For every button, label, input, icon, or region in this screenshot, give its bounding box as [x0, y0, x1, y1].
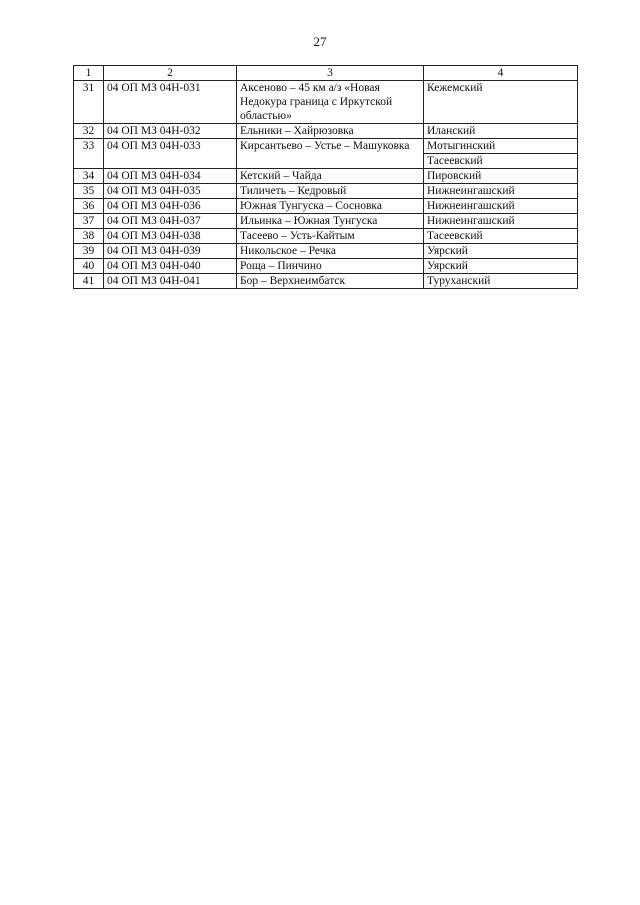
- header-col-4: 4: [424, 66, 578, 81]
- district-cell: [424, 259, 578, 274]
- district-name: Мотыгинский: [427, 140, 496, 152]
- road-code: 04 ОП МЗ 04Н-031: [104, 81, 237, 124]
- row-number: 40: [74, 259, 104, 274]
- road-name: Ельники – Хайрюзовка: [237, 124, 424, 139]
- row-number: 35: [74, 184, 104, 199]
- row-number: 36: [74, 199, 104, 214]
- table-row: [74, 274, 578, 289]
- table-row: [74, 81, 578, 124]
- row-number: 39: [74, 244, 104, 259]
- row-number: 38: [74, 229, 104, 244]
- district-name: Тасеевский: [427, 230, 483, 242]
- road-name: Кетский – Чайда: [237, 169, 424, 184]
- district-name: Туруханский: [427, 275, 491, 287]
- district-cell: [424, 169, 578, 184]
- district-name: Уярский: [427, 245, 468, 257]
- road-name: Кирсантьево – Устье – Машуковка: [237, 139, 424, 169]
- road-code: 04 ОП МЗ 04Н-037: [104, 214, 237, 229]
- road-name: Тиличеть – Кедровый: [237, 184, 424, 199]
- table-row: [74, 169, 578, 184]
- district-name: Нижнеингашский: [427, 215, 515, 227]
- district-cell: [424, 81, 578, 124]
- table-row: [74, 139, 578, 169]
- district-name: Кежемский: [427, 82, 483, 94]
- road-name: Тасеево – Усть-Кайтым: [237, 229, 424, 244]
- table-row: [74, 184, 578, 199]
- roads-table-container: [73, 65, 577, 289]
- district-name: Нижнеингашский: [427, 200, 515, 212]
- district-name: Тасеевский: [424, 153, 577, 168]
- road-name: Аксеново – 45 км а/з «Новая Недокура граница с Иркутской областью»: [237, 81, 424, 124]
- header-col-3: 3: [237, 66, 424, 81]
- district-name: Уярский: [427, 260, 468, 272]
- header-row: [74, 66, 578, 81]
- district-cell: [424, 229, 578, 244]
- road-code: 04 ОП МЗ 04Н-040: [104, 259, 237, 274]
- header-col-2: 2: [104, 66, 237, 81]
- road-code: 04 ОП МЗ 04Н-034: [104, 169, 237, 184]
- row-number: 34: [74, 169, 104, 184]
- table-row: [74, 214, 578, 229]
- table-row: [74, 259, 578, 274]
- road-code: 04 ОП МЗ 04Н-041: [104, 274, 237, 289]
- table-row: [74, 199, 578, 214]
- table-body: [74, 81, 578, 289]
- district-cell: [424, 124, 578, 139]
- road-code: 04 ОП МЗ 04Н-039: [104, 244, 237, 259]
- header-col-1: 1: [74, 66, 104, 81]
- table-row: [74, 229, 578, 244]
- district-name: Нижнеингашский: [427, 185, 515, 197]
- road-name: Бор – Верхнеимбатск: [237, 274, 424, 289]
- road-code: 04 ОП МЗ 04Н-032: [104, 124, 237, 139]
- road-code: 04 ОП МЗ 04Н-038: [104, 229, 237, 244]
- district-cell: [424, 214, 578, 229]
- row-number: 33: [74, 139, 104, 169]
- road-code: 04 ОП МЗ 04Н-033: [104, 139, 237, 169]
- row-number: 32: [74, 124, 104, 139]
- roads-table: [73, 65, 578, 289]
- row-number: 31: [74, 81, 104, 124]
- road-name: Ильинка – Южная Тунгуска: [237, 214, 424, 229]
- district-name: Иланский: [427, 125, 476, 137]
- road-code: 04 ОП МЗ 04Н-036: [104, 199, 237, 214]
- row-number: 41: [74, 274, 104, 289]
- road-name: Никольское – Речка: [237, 244, 424, 259]
- table-header: [74, 66, 578, 81]
- table-row: [74, 124, 578, 139]
- page-number: 27: [313, 34, 327, 49]
- road-name: Южная Тунгуска – Сосновка: [237, 199, 424, 214]
- road-name: Роща – Пинчино: [237, 259, 424, 274]
- district-cell: [424, 274, 578, 289]
- district-name: Пировский: [427, 170, 482, 182]
- table-row: [74, 244, 578, 259]
- row-number: 37: [74, 214, 104, 229]
- district-cell: [424, 199, 578, 214]
- district-cell: [424, 184, 578, 199]
- district-cell: [424, 139, 578, 169]
- district-cell: [424, 244, 578, 259]
- road-code: 04 ОП МЗ 04Н-035: [104, 184, 237, 199]
